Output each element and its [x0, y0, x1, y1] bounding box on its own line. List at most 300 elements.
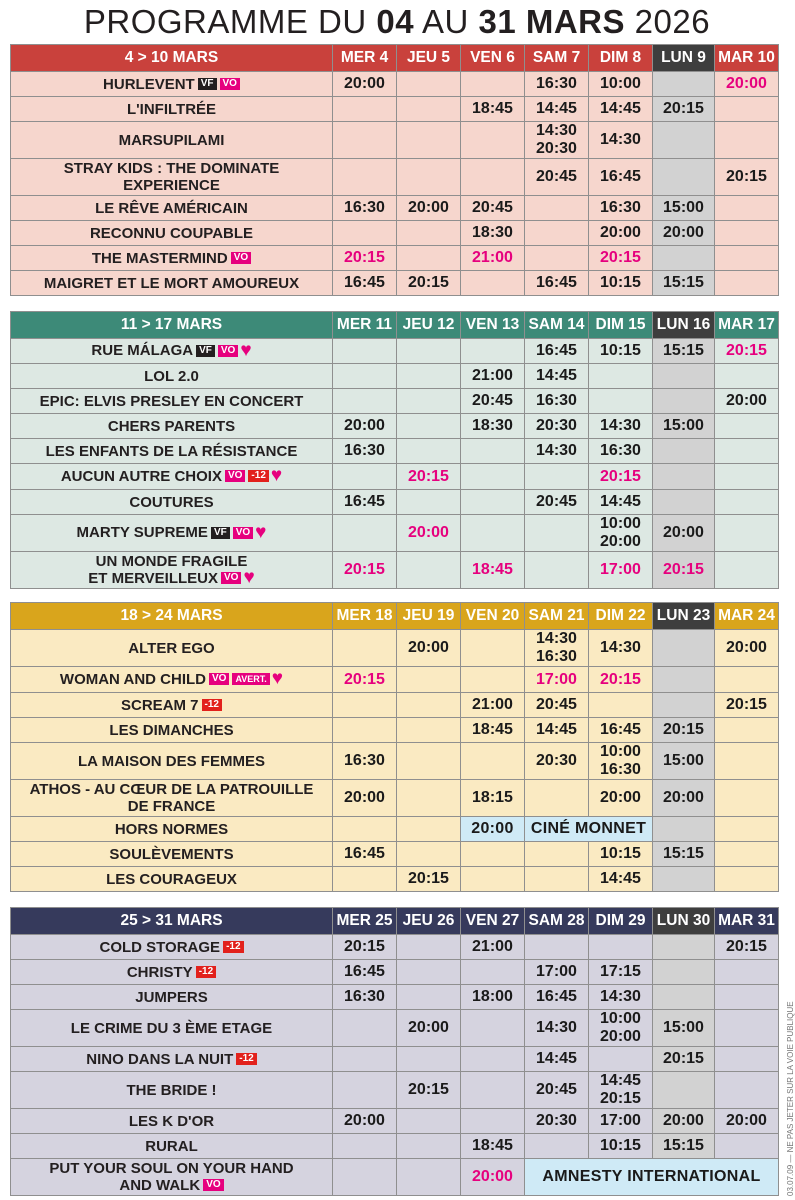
minus12-badge: -12 — [236, 1053, 256, 1065]
day-header: MAR 31 — [715, 908, 779, 935]
time-cell — [461, 960, 525, 985]
film-title-cell — [11, 867, 333, 892]
show-time: 20:00 — [471, 820, 514, 837]
time-cell — [333, 935, 397, 960]
time-cell — [653, 490, 715, 515]
show-time: 16:30 — [536, 648, 577, 665]
show-time: 20:00 — [726, 75, 767, 92]
time-cell — [715, 867, 779, 892]
time-cell — [397, 490, 461, 515]
time-cell — [589, 630, 653, 667]
day-header: MER 25 — [333, 908, 397, 935]
show-time: 18:45 — [472, 100, 513, 117]
time-cell — [715, 1072, 779, 1109]
film-row — [11, 515, 779, 552]
film-title: NINO DANS LA NUIT — [86, 1050, 234, 1068]
film-title: ET MERVEILLEUX — [88, 569, 218, 587]
time-cell — [333, 1047, 397, 1072]
film-title: COUTURES — [129, 493, 214, 511]
show-time: 20:15 — [726, 696, 767, 713]
film-title: DE FRANCE — [127, 798, 216, 815]
day-header: VEN 20 — [461, 603, 525, 630]
show-time: 10:00 — [600, 75, 641, 92]
show-time: 14:45 — [536, 1050, 577, 1067]
show-time: 10:00 — [600, 515, 641, 532]
time-cell — [715, 414, 779, 439]
time-cell — [461, 693, 525, 718]
time-cell — [525, 630, 589, 667]
show-time: 16:45 — [536, 988, 577, 1005]
heart-icon: ♥ — [240, 339, 252, 361]
time-cell — [461, 667, 525, 693]
time-cell — [589, 464, 653, 490]
show-time: 20:00 — [408, 199, 449, 216]
time-cell — [333, 122, 397, 159]
time-cell — [333, 630, 397, 667]
vo-badge: VO — [221, 572, 241, 584]
minus12-badge: -12 — [196, 966, 216, 978]
time-cell — [397, 867, 461, 892]
time-cell — [589, 490, 653, 515]
schedule-table — [10, 44, 779, 296]
time-cell — [525, 389, 589, 414]
film-title: SCREAM 7 — [121, 696, 199, 714]
show-time: 20:15 — [600, 467, 641, 485]
show-time: 16:45 — [344, 845, 385, 862]
time-cell — [715, 339, 779, 364]
day-header: MER 18 — [333, 603, 397, 630]
show-time: 17:15 — [600, 963, 641, 980]
show-time: 14:30 — [536, 442, 577, 459]
time-cell — [653, 72, 715, 97]
film-title-cell — [11, 122, 333, 159]
time-cell — [715, 515, 779, 552]
time-cell — [397, 960, 461, 985]
show-time: 10:15 — [600, 845, 641, 862]
time-cell — [525, 72, 589, 97]
film-title: COLD STORAGE — [99, 938, 221, 956]
film-title: MARTY SUPREME — [76, 524, 208, 542]
day-header: JEU 26 — [397, 908, 461, 935]
film-title-cell — [11, 515, 333, 552]
film-title-cell — [11, 985, 333, 1010]
show-time: 20:00 — [663, 224, 704, 241]
time-cell — [397, 464, 461, 490]
time-cell — [461, 515, 525, 552]
film-title: CHRISTY — [126, 963, 193, 981]
film-title-cell — [11, 667, 333, 693]
time-cell — [397, 1010, 461, 1047]
time-cell — [525, 552, 589, 589]
time-cell — [653, 464, 715, 490]
show-time: 10:15 — [600, 274, 641, 291]
minus12-badge: -12 — [202, 699, 222, 711]
time-cell — [589, 72, 653, 97]
show-time: 18:30 — [472, 417, 513, 434]
film-title-cell — [11, 159, 333, 196]
show-time: 20:00 — [600, 533, 641, 550]
film-title: HURLEVENT — [103, 75, 195, 93]
time-cell — [653, 842, 715, 867]
show-time: 20:45 — [472, 199, 513, 216]
warning-badge: AVERT. — [232, 673, 269, 685]
film-title-cell — [11, 817, 333, 842]
film-row — [11, 630, 779, 667]
show-time: 10:00 — [600, 743, 641, 760]
time-cell — [461, 1134, 525, 1159]
show-time: 20:00 — [600, 224, 641, 241]
day-header: SAM 7 — [525, 45, 589, 72]
day-header: VEN 6 — [461, 45, 525, 72]
time-cell — [589, 515, 653, 552]
film-title: MAIGRET ET LE MORT AMOUREUX — [43, 274, 300, 292]
time-cell — [461, 552, 525, 589]
film-title: SOULÈVEMENTS — [109, 845, 234, 863]
time-cell — [589, 389, 653, 414]
show-time: 16:45 — [344, 493, 385, 510]
film-row — [11, 842, 779, 867]
show-time: 20:00 — [472, 1168, 513, 1185]
time-cell — [397, 780, 461, 817]
show-time: 15:00 — [663, 752, 704, 769]
show-time: 15:00 — [663, 1019, 704, 1036]
time-cell — [525, 490, 589, 515]
time-cell — [653, 718, 715, 743]
film-title-cell — [11, 271, 333, 296]
show-time: 14:45 — [600, 1072, 641, 1089]
film-title: L'INFILTRÉE — [126, 100, 217, 118]
time-cell — [333, 867, 397, 892]
time-cell — [715, 842, 779, 867]
time-cell — [589, 414, 653, 439]
time-cell — [461, 1109, 525, 1134]
time-cell — [333, 97, 397, 122]
time-cell — [589, 552, 653, 589]
day-header: VEN 27 — [461, 908, 525, 935]
time-cell — [715, 221, 779, 246]
time-cell — [397, 667, 461, 693]
time-cell — [333, 1072, 397, 1109]
week-label: 11 > 17 MARS — [11, 312, 333, 339]
time-cell — [525, 196, 589, 221]
week-label: 4 > 10 MARS — [11, 45, 333, 72]
film-row — [11, 817, 779, 842]
time-cell — [589, 842, 653, 867]
show-time: 18:45 — [472, 561, 513, 578]
time-cell — [589, 122, 653, 159]
film-row — [11, 935, 779, 960]
film-title-cell — [11, 72, 333, 97]
show-time: 15:15 — [663, 342, 704, 359]
time-cell — [525, 246, 589, 271]
film-title-cell — [11, 1134, 333, 1159]
day-header: SAM 28 — [525, 908, 589, 935]
show-time: 20:00 — [600, 789, 641, 806]
show-time: 20:00 — [726, 639, 767, 656]
time-cell — [653, 817, 715, 842]
time-cell — [333, 842, 397, 867]
film-title: RUE MÁLAGA — [91, 342, 194, 360]
film-title: CHERS PARENTS — [107, 417, 236, 435]
show-time: 14:30 — [600, 131, 641, 148]
time-cell — [461, 817, 525, 842]
time-cell — [397, 552, 461, 589]
time-cell — [525, 935, 589, 960]
time-cell — [525, 271, 589, 296]
show-time: 20:15 — [408, 1081, 449, 1098]
film-row — [11, 72, 779, 97]
show-time: 21:00 — [472, 696, 513, 713]
time-cell — [589, 97, 653, 122]
schedule-table — [10, 311, 779, 589]
time-cell — [461, 1047, 525, 1072]
film-title: ALTER EGO — [128, 639, 215, 657]
time-cell — [653, 439, 715, 464]
time-cell — [461, 97, 525, 122]
show-time: 20:00 — [344, 1112, 385, 1129]
time-cell — [397, 439, 461, 464]
time-cell — [525, 364, 589, 389]
time-cell — [397, 122, 461, 159]
show-time: 10:15 — [600, 342, 641, 359]
show-time: 14:30 — [536, 122, 577, 139]
time-cell — [653, 985, 715, 1010]
show-time: 20:00 — [408, 639, 449, 656]
time-cell — [333, 246, 397, 271]
time-cell — [589, 246, 653, 271]
show-time: 14:45 — [600, 100, 641, 117]
time-cell — [333, 780, 397, 817]
vo-badge: VO — [231, 252, 251, 264]
film-title: LE CRIME DU 3 ÈME ETAGE — [70, 1019, 273, 1037]
show-time: 14:45 — [536, 721, 577, 738]
time-cell — [397, 515, 461, 552]
time-cell — [333, 1109, 397, 1134]
time-cell — [525, 780, 589, 817]
show-time: 16:45 — [600, 721, 641, 738]
day-header: DIM 29 — [589, 908, 653, 935]
time-cell — [715, 464, 779, 490]
time-cell — [397, 1047, 461, 1072]
time-cell — [333, 515, 397, 552]
time-cell — [653, 1109, 715, 1134]
header-row — [11, 312, 779, 339]
time-cell — [397, 196, 461, 221]
week-section — [10, 602, 778, 892]
day-header: LUN 30 — [653, 908, 715, 935]
time-cell — [461, 1010, 525, 1047]
film-title-cell — [11, 780, 333, 817]
show-time: 20:15 — [663, 1050, 704, 1067]
time-cell — [461, 271, 525, 296]
time-cell — [653, 1047, 715, 1072]
day-header: SAM 14 — [525, 312, 589, 339]
page-title: PROGRAMME DU 04 AU 31 MARS 2026 — [83, 3, 711, 40]
day-header: MAR 17 — [715, 312, 779, 339]
time-cell — [525, 1010, 589, 1047]
film-row — [11, 389, 779, 414]
show-time: 20:45 — [472, 392, 513, 409]
film-title-cell — [11, 693, 333, 718]
time-cell — [461, 72, 525, 97]
show-time: 16:30 — [536, 392, 577, 409]
time-cell — [397, 1109, 461, 1134]
time-cell — [715, 630, 779, 667]
week-section — [10, 907, 778, 1196]
time-cell — [589, 339, 653, 364]
schedule-table — [10, 602, 779, 892]
time-cell — [589, 867, 653, 892]
event-cell: AMNESTY INTERNATIONAL — [525, 1159, 779, 1196]
film-title: THE BRIDE ! — [126, 1081, 217, 1099]
show-time: 20:30 — [536, 417, 577, 434]
time-cell — [715, 196, 779, 221]
film-row — [11, 1072, 779, 1109]
show-time: 16:30 — [344, 199, 385, 216]
show-time: 20:00 — [600, 1028, 641, 1045]
show-time: 20:15 — [344, 670, 385, 688]
film-title: LES COURAGEUX — [106, 870, 237, 888]
time-cell — [715, 97, 779, 122]
film-title-cell — [11, 389, 333, 414]
time-cell — [397, 414, 461, 439]
show-time: 20:45 — [536, 1081, 577, 1098]
time-cell — [525, 985, 589, 1010]
film-title-cell — [11, 1072, 333, 1109]
time-cell — [589, 780, 653, 817]
show-time: 20:00 — [408, 1019, 449, 1036]
time-cell — [397, 271, 461, 296]
film-row — [11, 364, 779, 389]
day-header: DIM 22 — [589, 603, 653, 630]
minus12-badge: -12 — [223, 941, 243, 953]
show-time: 20:15 — [408, 274, 449, 291]
show-time: 20:00 — [408, 524, 449, 541]
time-cell — [461, 1159, 525, 1196]
header-row — [11, 603, 779, 630]
time-cell — [397, 246, 461, 271]
time-cell — [397, 1159, 461, 1196]
vf-badge: VF — [198, 78, 217, 90]
show-time: 20:45 — [536, 168, 577, 185]
vf-badge: VF — [211, 527, 230, 539]
time-cell — [333, 718, 397, 743]
film-title-cell — [11, 490, 333, 515]
vo-badge: VO — [220, 78, 240, 90]
time-cell — [333, 464, 397, 490]
time-cell — [589, 935, 653, 960]
show-time: 15:00 — [663, 199, 704, 216]
film-title: LES ENFANTS DE LA RÉSISTANCE — [45, 442, 298, 460]
time-cell — [525, 339, 589, 364]
film-title-cell — [11, 246, 333, 271]
header-row — [11, 45, 779, 72]
time-cell — [397, 339, 461, 364]
film-title: WOMAN AND CHILD — [59, 670, 206, 688]
time-cell — [653, 515, 715, 552]
show-time: 16:30 — [344, 752, 385, 769]
time-cell — [333, 414, 397, 439]
day-header: LUN 9 — [653, 45, 715, 72]
time-cell — [525, 439, 589, 464]
show-time: 16:45 — [600, 168, 641, 185]
time-cell — [461, 842, 525, 867]
film-row — [11, 490, 779, 515]
time-cell — [333, 960, 397, 985]
show-time: 15:00 — [663, 417, 704, 434]
vo-badge: VO — [218, 345, 238, 357]
show-time: 20:00 — [344, 789, 385, 806]
film-row — [11, 271, 779, 296]
show-time: 14:45 — [536, 367, 577, 384]
film-row — [11, 159, 779, 196]
time-cell — [461, 159, 525, 196]
show-time: 18:30 — [472, 224, 513, 241]
time-cell — [653, 246, 715, 271]
time-cell — [589, 1047, 653, 1072]
time-cell — [589, 1010, 653, 1047]
time-cell — [397, 159, 461, 196]
show-time: 18:15 — [472, 789, 513, 806]
time-cell — [397, 1072, 461, 1109]
time-cell — [525, 867, 589, 892]
film-row — [11, 122, 779, 159]
heart-icon: ♥ — [255, 521, 267, 543]
time-cell — [653, 630, 715, 667]
time-cell — [653, 1010, 715, 1047]
show-time: 20:00 — [663, 789, 704, 806]
time-cell — [653, 221, 715, 246]
show-time: 20:15 — [600, 1090, 641, 1107]
film-title: STRAY KIDS : THE DOMINATE — [63, 160, 280, 177]
time-cell — [589, 693, 653, 718]
time-cell — [525, 515, 589, 552]
show-time: 15:15 — [663, 274, 704, 291]
time-cell — [461, 985, 525, 1010]
film-title: JUMPERS — [135, 988, 208, 1006]
film-title-cell — [11, 842, 333, 867]
time-cell — [333, 667, 397, 693]
time-cell — [653, 693, 715, 718]
time-cell — [653, 667, 715, 693]
vo-badge: VO — [225, 470, 245, 482]
time-cell — [589, 221, 653, 246]
film-title-cell — [11, 439, 333, 464]
time-cell — [589, 364, 653, 389]
show-time: 20:00 — [663, 1112, 704, 1129]
time-cell — [653, 196, 715, 221]
show-time: 17:00 — [536, 963, 577, 980]
day-header: JEU 5 — [397, 45, 461, 72]
show-time: 20:15 — [726, 938, 767, 955]
heart-icon: ♥ — [270, 465, 283, 487]
time-cell — [397, 97, 461, 122]
time-cell — [653, 1072, 715, 1109]
time-cell — [397, 630, 461, 667]
time-cell — [333, 552, 397, 589]
show-time: 18:45 — [472, 1137, 513, 1154]
film-row — [11, 867, 779, 892]
week-section — [10, 311, 778, 589]
show-time: 20:00 — [344, 75, 385, 92]
time-cell — [715, 271, 779, 296]
heart-icon: ♥ — [243, 567, 255, 589]
film-title: AUCUN AUTRE CHOIX — [60, 467, 222, 485]
time-cell — [653, 1134, 715, 1159]
film-title-cell — [11, 339, 333, 364]
time-cell — [653, 339, 715, 364]
time-cell — [461, 464, 525, 490]
